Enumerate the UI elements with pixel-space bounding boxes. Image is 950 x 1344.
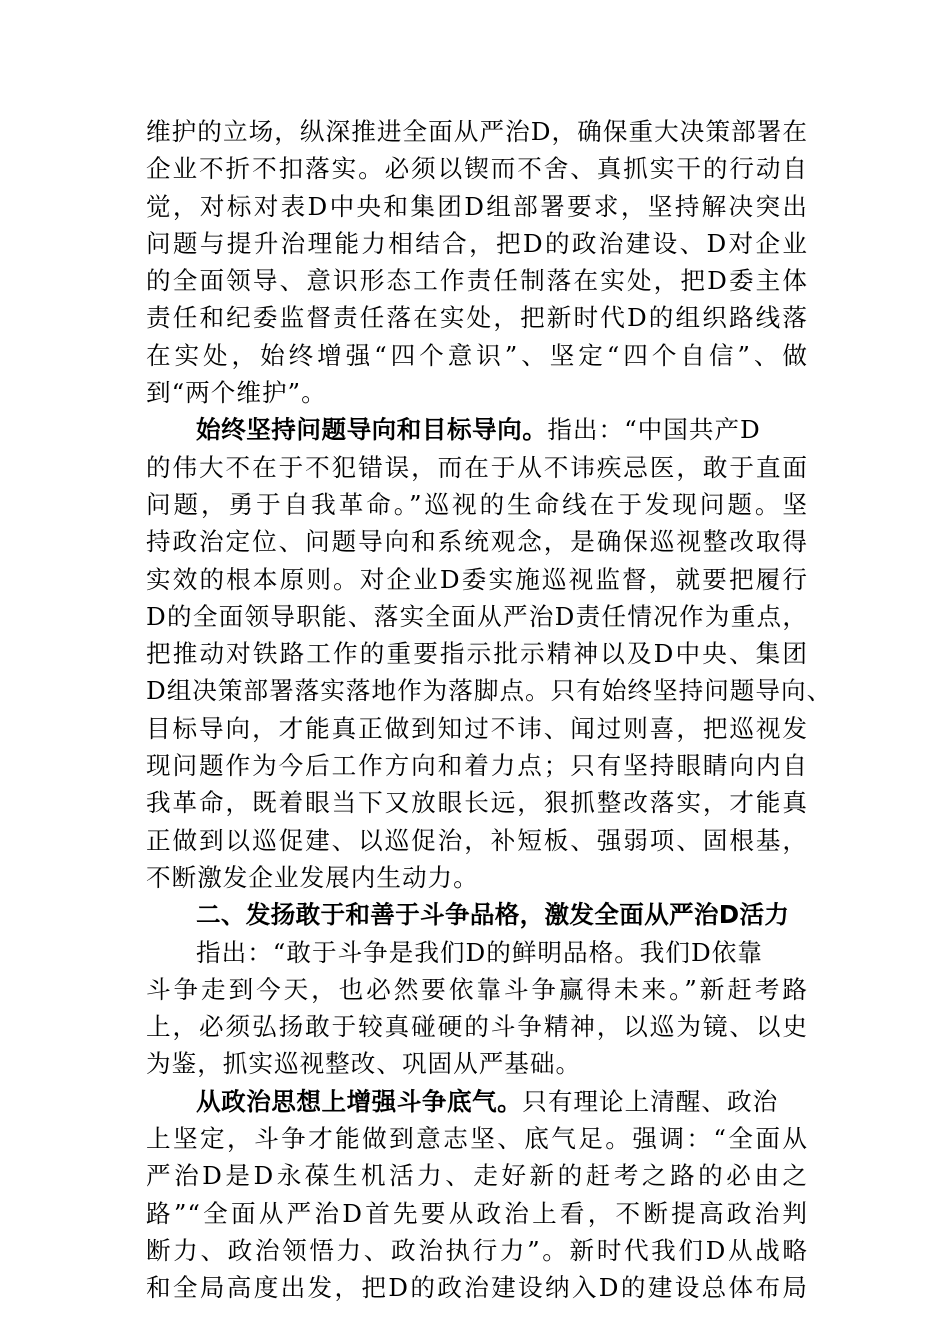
text-line: D组决策部署落实落地作为落脚点。只有始终坚持问题导向、	[146, 676, 833, 706]
text-line: 维护的立场，纵深推进全面从严治D，确保重大决策部署在	[146, 117, 808, 146]
text-line: 责任和纪委监督责任落在实处，把新时代D的组织路线落	[146, 303, 808, 333]
text-line: 觉，对标对表D中央和集团D组部署要求，坚持解决突出	[146, 191, 808, 221]
text-line: 现问题作为今后工作方向和着力点；只有坚持眼睛向内自	[146, 751, 808, 781]
text-line: 实效的根本原则。对企业D委实施巡视监督，就要把履行	[146, 564, 808, 594]
text-line: 和全局高度出发，把D的政治建设纳入D的建设总体布局	[146, 1273, 808, 1303]
text-line: 上坚定，斗争才能做到意志坚、底气足。强调：“全面从	[146, 1124, 808, 1154]
text-line: 上，必须弘扬敢于较真碰硬的斗争精神，以巡为镜、以史	[146, 1012, 808, 1042]
paragraph	[146, 411, 833, 896]
text-line: 持政治定位、问题导向和系统观念，是确保巡视整改取得	[146, 527, 808, 557]
text-line: 正做到以巡促建、以巡促治，补短板、强弱项、固根基，	[146, 825, 808, 855]
text-line: 不断激发企业发展内生动力。	[146, 862, 479, 892]
text-line: 我革命，既着眼当下又放眼长远，狠抓整改落实，才能真	[146, 788, 808, 818]
text-line: 指出：“敢于斗争是我们D的鲜明品格。我们D依靠	[196, 937, 763, 967]
text-line: 在实处，始终增强“四个意识”、坚定“四个自信”、做	[146, 340, 808, 370]
document-page	[146, 113, 833, 1307]
text-line: 斗争走到今天，也必然要依靠斗争赢得未来。”新赶考路	[146, 974, 808, 1004]
text-line: 的伟大不在于不犯错误，而在于从不讳疾忌医，敢于直面	[146, 452, 808, 482]
paragraph	[146, 934, 808, 1083]
text-line: 问题与提升治理能力相结合，把D的政治建设、D对企业	[146, 228, 808, 258]
text-line: 严治D是D永葆生机活力、走好新的赶考之路的必由之	[146, 1161, 808, 1191]
text-run: 指出：“中国共产D	[547, 415, 761, 445]
text-line: 把推动对铁路工作的重要指示批示精神以及D中央、集团	[146, 639, 808, 669]
lead-bold-phrase: 从政治思想上增强斗争底气。	[196, 1086, 523, 1116]
text-line: 目标导向，才能真正做到知过不讳、闻过则喜，把巡视发	[146, 713, 808, 743]
text-line: 问题，勇于自我革命。”巡视的生命线在于发现问题。坚	[146, 489, 808, 519]
text-line	[146, 411, 808, 448]
paragraph	[146, 113, 808, 411]
text-line: 为鉴，抓实巡视整改、巩固从严基础。	[146, 1049, 582, 1079]
text-line	[146, 1083, 808, 1120]
section-heading	[146, 896, 808, 933]
text-run: 只有理论上清醒、政治	[522, 1086, 779, 1116]
text-line: 路”“全面从严治D首先要从政治上看，不断提高政治判	[146, 1198, 808, 1228]
lead-bold-phrase: 始终坚持问题导向和目标导向。	[196, 415, 548, 445]
paragraph	[146, 1083, 808, 1307]
text-line: 的全面领导、意识形态工作责任制落在实处，把D委主体	[146, 266, 808, 296]
text-line: 企业不折不扣落实。必须以锲而不舍、真抓实干的行动自	[146, 154, 808, 184]
text-line: D的全面领导职能、落实全面从严治D责任情况作为重点，	[146, 601, 808, 631]
section-heading-text: 二、发扬敢于和善于斗争品格，激发全面从严治D活力	[196, 900, 790, 930]
text-line: 断力、政治领悟力、政治执行力”。新时代我们D从战略	[146, 1235, 808, 1265]
text-line: 到“两个维护”。	[146, 378, 327, 408]
